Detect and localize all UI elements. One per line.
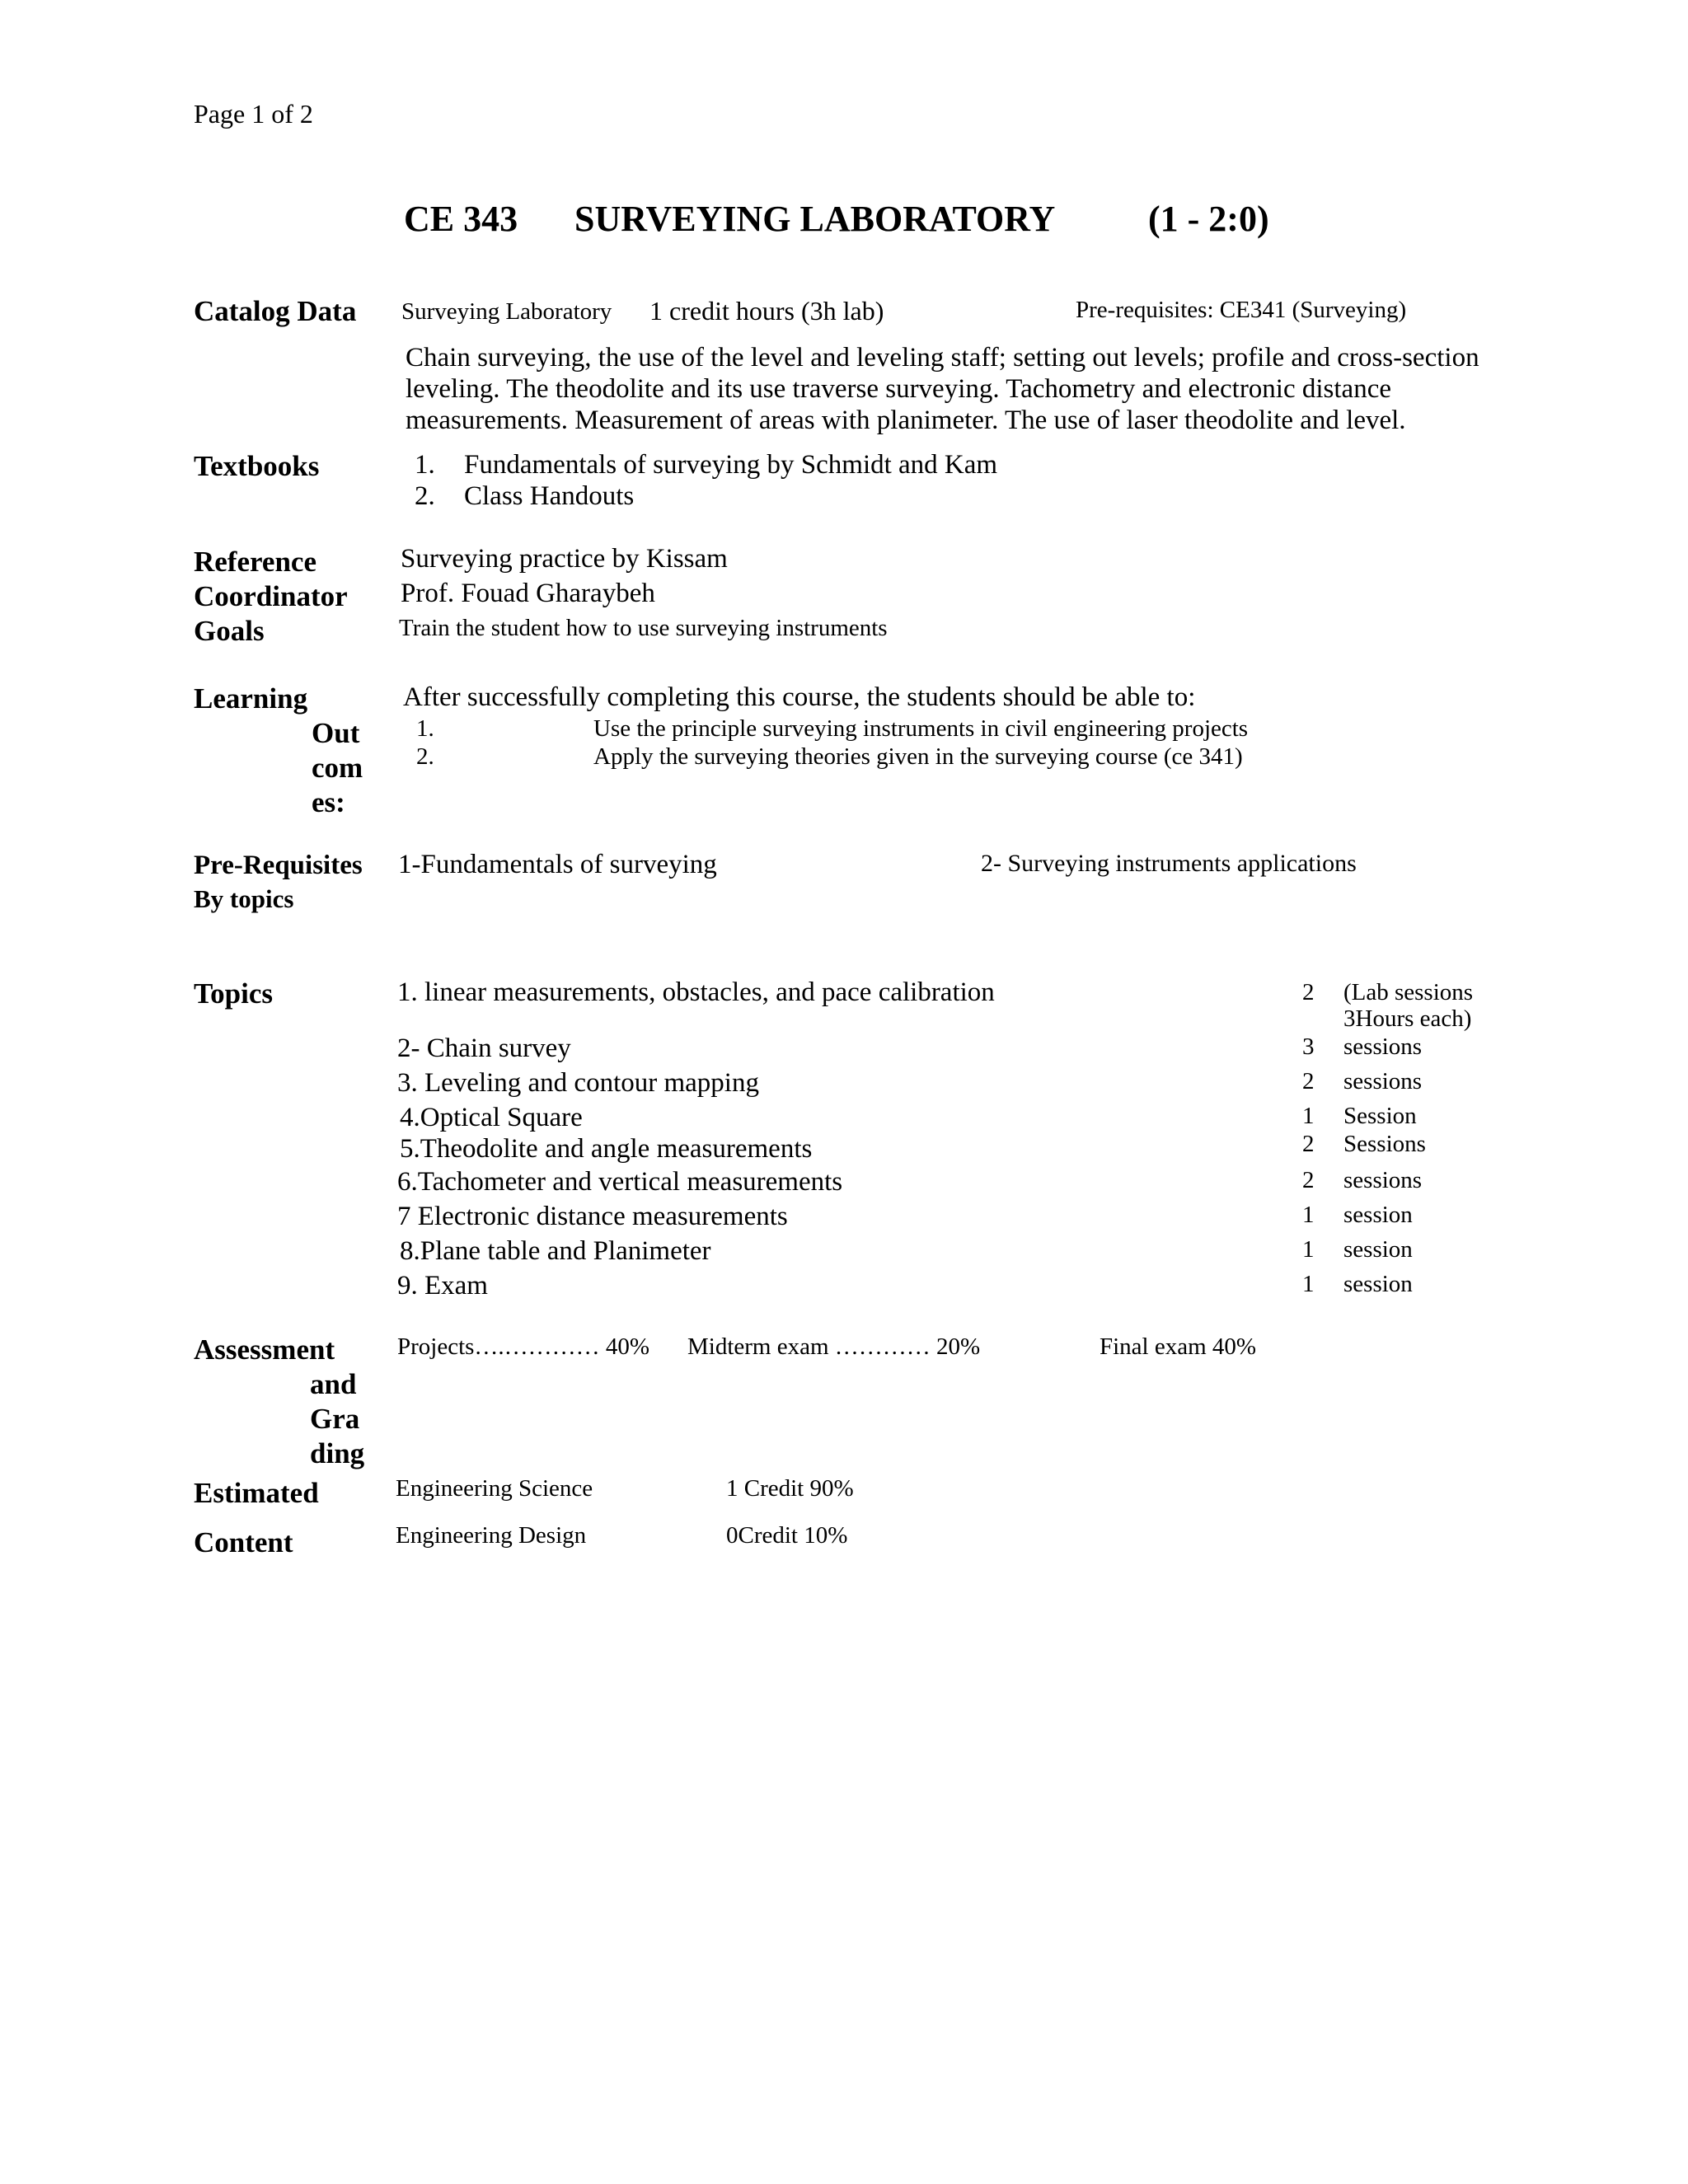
prereq-topic-item: 2- Surveying instruments applications (981, 850, 1357, 877)
textbook-item: Fundamentals of surveying by Schmidt and Kam (464, 450, 998, 480)
prereq-topics-label: By topics (194, 884, 294, 913)
topic-count: 3 (1302, 1033, 1315, 1060)
topic-name: 9. Exam (397, 1271, 488, 1301)
topic-unit: sessions (1343, 1033, 1423, 1060)
textbooks-label: Textbooks (194, 450, 320, 482)
textbook-item: Class Handouts (464, 481, 635, 511)
topic-name: 6.Tachometer and vertical measurements (397, 1167, 843, 1197)
topic-unit: sessions (1343, 1167, 1423, 1193)
assessment-label: and (310, 1368, 357, 1400)
outcome-number: 2. (416, 743, 434, 770)
textbook-number: 1. (415, 450, 435, 480)
coordinator-label: Coordinator (194, 580, 348, 612)
topics-label: Topics (194, 977, 273, 1010)
goals-label: Goals (194, 615, 265, 647)
catalog-prereq: Pre-requisites: CE341 (Surveying) (1076, 297, 1407, 323)
topic-count: 1 (1302, 1202, 1315, 1228)
prereq-topic-item: 1-Fundamentals of surveying (398, 850, 717, 879)
topic-count: 1 (1302, 1271, 1315, 1297)
assessment-projects: Projects….………… 40% (397, 1333, 650, 1360)
page-number: Page 1 of 2 (194, 99, 313, 129)
coordinator-value: Prof. Fouad Gharaybeh (401, 579, 655, 608)
estimated-label: Content (194, 1526, 293, 1558)
catalog-description: Chain surveying, the use of the level and leveling staff; setting out levels; profile and cross-section leveling. The theodolite and its use traverse surveying. Tachometry and electronic distance measurements. Measurement of areas with planimeter. The use of laser theodolite and level. (406, 343, 1479, 435)
topic-count: 1 (1302, 1103, 1315, 1129)
topic-count: 2 (1302, 1068, 1315, 1094)
outcomes-label: Out (312, 717, 360, 749)
catalog-credits: 1 credit hours (3h lab) (649, 296, 884, 326)
outcome-item: Apply the surveying theories given in the surveying course (ce 341) (593, 743, 1243, 770)
topic-count: 2 (1302, 979, 1315, 1005)
topic-unit: session (1343, 1236, 1413, 1263)
topic-count: 2 (1302, 1131, 1315, 1157)
outcomes-label: com (312, 752, 363, 784)
course-name: SURVEYING LABORATORY (574, 199, 1056, 239)
goals-value: Train the student how to use surveying instruments (399, 615, 888, 641)
outcomes-label: es: (312, 786, 345, 818)
reference-label: Reference (194, 546, 316, 578)
topic-name: 4.Optical Square (400, 1103, 583, 1132)
topic-name: 3. Leveling and contour mapping (397, 1068, 759, 1098)
course-code: CE 343 (404, 199, 518, 239)
topic-count: 2 (1302, 1167, 1315, 1193)
assessment-label: Assessment (194, 1333, 335, 1366)
catalog-label: Catalog Data (194, 295, 357, 327)
estimated-label: Estimated (194, 1477, 319, 1509)
assessment-label: Gra (310, 1403, 360, 1435)
course-hours: (1 - 2:0) (1148, 199, 1269, 239)
topic-name: 2- Chain survey (397, 1033, 571, 1063)
outcomes-intro: After successfully completing this course, the students should be able to: (403, 682, 1196, 712)
topic-unit: sessions (1343, 1068, 1423, 1094)
topic-name: 1. linear measurements, obstacles, and pace calibration (397, 977, 995, 1007)
topic-unit: 3Hours each) (1343, 1005, 1472, 1032)
topic-unit: Sessions (1343, 1131, 1426, 1157)
topic-name: 7 Electronic distance measurements (397, 1202, 788, 1231)
outcome-number: 1. (416, 715, 434, 742)
catalog-course: Surveying Laboratory (401, 298, 612, 325)
topic-count: 1 (1302, 1236, 1315, 1263)
assessment-midterm: Midterm exam ………… 20% (687, 1333, 981, 1360)
estimated-category: Engineering Science (396, 1475, 593, 1502)
topic-unit: Session (1343, 1103, 1417, 1129)
estimated-value: 0Credit 10% (726, 1522, 848, 1549)
assessment-label: ding (310, 1437, 365, 1469)
reference-value: Surveying practice by Kissam (401, 544, 728, 574)
textbook-number: 2. (415, 481, 435, 511)
topic-name: 8.Plane table and Planimeter (400, 1236, 711, 1266)
assessment-final: Final exam 40% (1100, 1333, 1257, 1360)
topic-unit: session (1343, 1202, 1413, 1228)
estimated-value: 1 Credit 90% (726, 1475, 854, 1502)
estimated-category: Engineering Design (396, 1522, 587, 1549)
outcomes-label: Learning (194, 682, 308, 715)
topic-unit: session (1343, 1271, 1413, 1297)
topic-unit: (Lab sessions (1343, 979, 1474, 1005)
topic-name: 5.Theodolite and angle measurements (400, 1134, 813, 1164)
outcome-item: Use the principle surveying instruments in civil engineering projects (593, 715, 1249, 742)
prereq-topics-label: Pre-Requisites (194, 851, 363, 880)
